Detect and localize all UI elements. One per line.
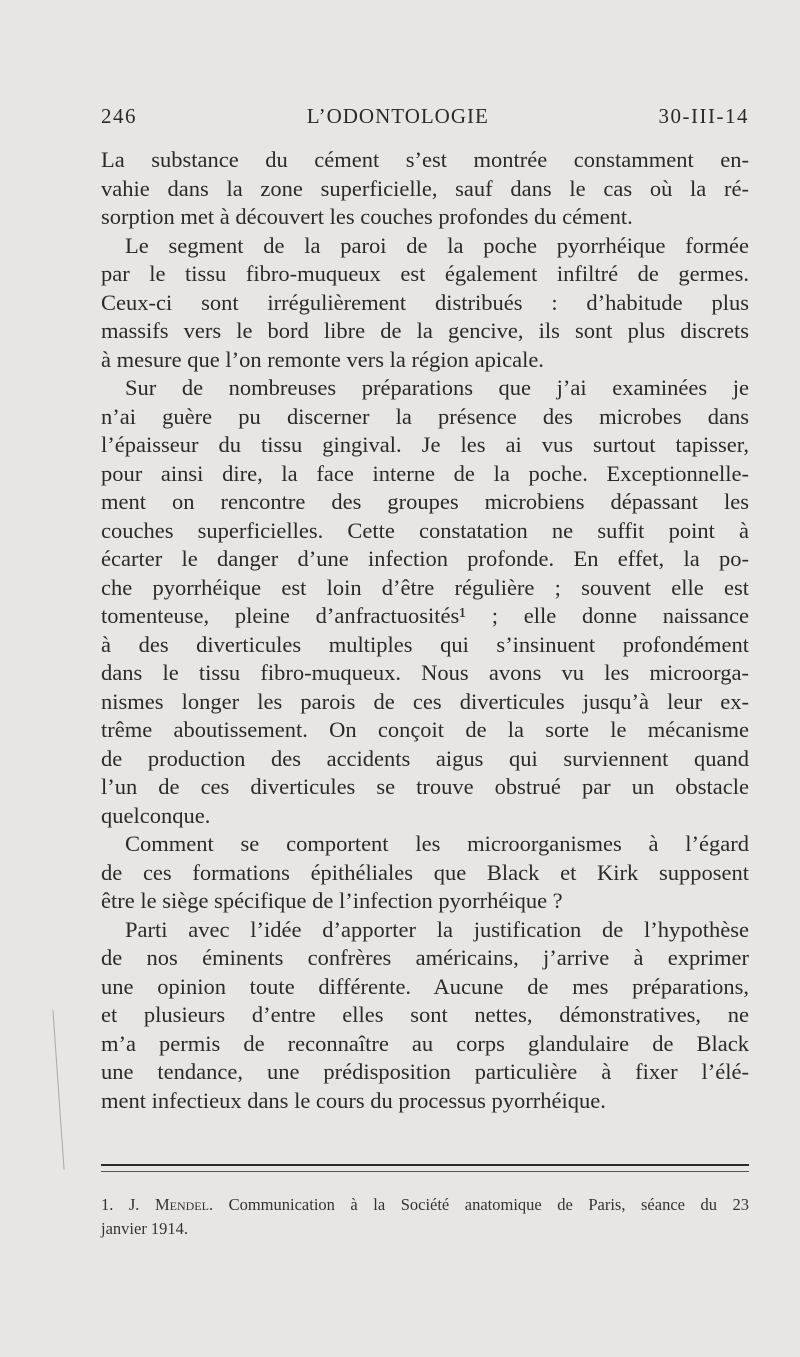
- text-line: une tendance, une prédisposition particulière à fixer l’élé-: [101, 1059, 749, 1084]
- text-line: Le segment de la paroi de la poche pyorrhéique formée: [125, 232, 749, 258]
- text-line: pour ainsi dire, la face interne de la poche. Exceptionnelle-: [101, 460, 749, 486]
- text-line: ment infectieux dans le cours du processus pyorrhéique.: [101, 1087, 606, 1113]
- footnote-marker: 1.: [101, 1195, 114, 1214]
- text-line: être le siège spécifique de l’infection pyorrhéique ?: [101, 888, 563, 913]
- footnote: [101, 1193, 749, 1241]
- text-line: m’a permis de reconnaître au corps glandulaire de Black: [101, 1030, 749, 1056]
- text-line: che pyorrhéique est loin d’être régulière ; souvent elle est: [101, 574, 749, 600]
- text-line: l’un de ces diverticules se trouve obstrué par un obstacle: [101, 774, 749, 799]
- footnote-rule: [101, 1164, 749, 1166]
- journal-title: L’ODONTOLOGIE: [306, 104, 489, 128]
- text-line: dans le tissu fibro-muqueux. Nous avons vu les microorga-: [101, 660, 749, 685]
- page-number: 246: [101, 104, 137, 128]
- margin-pencil-mark: [52, 1010, 64, 1170]
- text-line: Parti avec l’idée d’apporter la justification de l’hypothèse: [125, 916, 749, 942]
- text-line: sorption met à découvert les couches profondes du cément.: [101, 204, 633, 229]
- text-line: de production des accidents aigus qui surviennent quand: [101, 745, 749, 771]
- text-line: écarter le danger d’une infection profonde. En effet, la po-: [101, 546, 749, 571]
- footnote-rule-thin: [101, 1171, 749, 1172]
- footnote-text: Communication à la Société anatomique de Paris, séance du 23: [228, 1195, 749, 1214]
- issue-date: 30-III-14: [658, 104, 749, 128]
- running-header: [101, 104, 749, 140]
- text-line: n’ai guère pu discerner la présence des microbes dans: [101, 403, 749, 429]
- text-line: trême aboutissement. On conçoit de la sorte le mécanisme: [101, 717, 749, 742]
- text-line: de ces formations épithéliales que Black et Kirk supposent: [101, 859, 749, 885]
- text-line: une opinion toute différente. Aucune de mes préparations,: [101, 973, 749, 999]
- text-line: quelconque.: [101, 802, 211, 828]
- text-line: vahie dans la zone superficielle, sauf dans le cas où la ré-: [101, 175, 749, 201]
- text-line: par le tissu fibro-muqueux est également infiltré de germes.: [101, 261, 749, 286]
- text-line: tomenteuse, pleine d’anfractuosités¹ ; elle donne naissance: [101, 603, 749, 628]
- text-line: massifs vers le bord libre de la gencive, ils sont plus discrets: [101, 318, 749, 343]
- text-line: l’épaisseur du tissu gingival. Je les ai vus surtout tapisser,: [101, 432, 749, 457]
- text-line: et plusieurs d’entre elles sont nettes, démonstratives, ne: [101, 1002, 749, 1027]
- text-line: ment on rencontre des groupes microbiens dépassant les: [101, 489, 749, 514]
- text-line: La substance du cément s’est montrée constamment en-: [101, 147, 749, 172]
- text-line: nismes longer les parois de ces diverticules jusqu’à leur ex-: [101, 688, 749, 714]
- text-line: à des diverticules multiples qui s’insinuent profondément: [101, 631, 749, 657]
- body-text: [101, 146, 749, 1115]
- footnote-author: J. Mendel.: [128, 1195, 214, 1214]
- text-line: à mesure que l’on remonte vers la région apicale.: [101, 346, 544, 372]
- text-line: Sur de nombreuses préparations que j’ai examinées je: [125, 375, 749, 400]
- text-line: Ceux-ci sont irrégulièrement distribués : d’habitude plus: [101, 289, 749, 315]
- text-line: couches superficielles. Cette constatation ne suffit point à: [101, 517, 749, 543]
- footnote-text-continued: janvier 1914.: [101, 1219, 189, 1238]
- text-line: Comment se comportent les microorganismes à l’égard: [125, 831, 749, 856]
- text-line: de nos éminents confrères américains, j’arrive à exprimer: [101, 945, 749, 970]
